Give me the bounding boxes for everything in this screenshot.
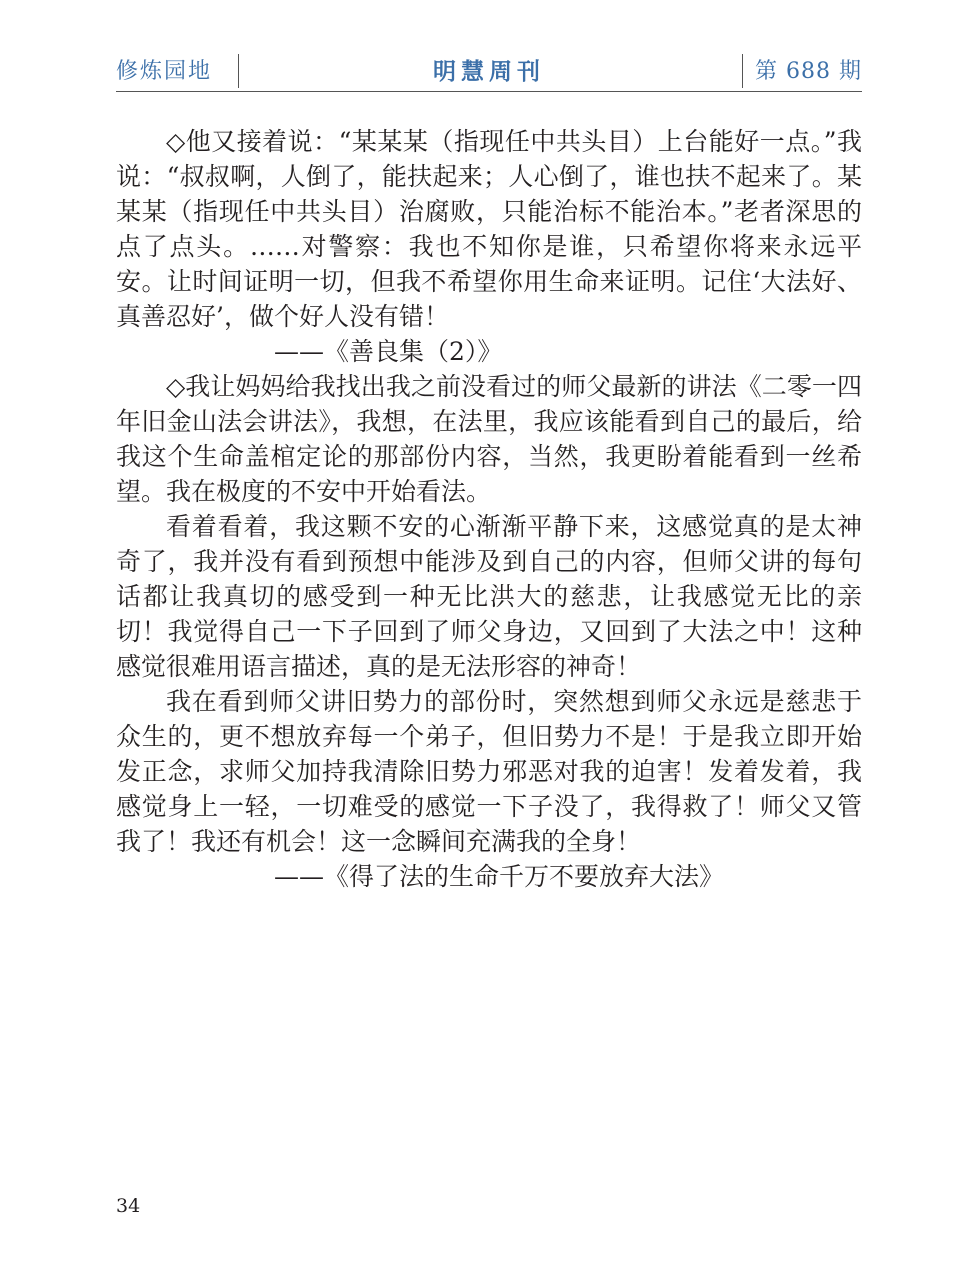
publication-title: 明慧周刊 [433, 58, 545, 85]
source-citation: ——《善良集（2）》 [274, 337, 503, 366]
paragraph: ◇他又接着说：“某某某（指现任中共头目）上台能好一点。”我说：“叔叔啊，人倒了，能扶起来；人心倒了，谁也扶不起来了。某某某（指现任中共头目）治腐败，只能治标不能治本。”老者深思的点了点头。……对警察：我也不知你是谁，只希望你将来永远平安。让时间证明一切，但我不希望你用生命来证明。记住‘大法好、真善忍好’，做个好人没有错！ [116, 127, 862, 331]
page-number: 34 [116, 1195, 141, 1217]
page-header [116, 50, 862, 90]
paragraph: ◇我让妈妈给我找出我之前没看过的师父最新的讲法《二零一四年旧金山法会讲法》，我想，在法里，我应该能看到自己的最后，给我这个生命盖棺定论的那部份内容，当然，我更盼着能看到一丝希望。我在极度的不安中开始看法。 [116, 372, 862, 506]
source-citation: ——《得了法的生命千万不要放弃大法》 [274, 862, 725, 891]
issue-number: 第 688 期 [755, 59, 862, 84]
header-divider [742, 54, 743, 88]
header-rule [116, 91, 862, 92]
paragraph: 我在看到师父讲旧势力的部份时，突然想到师父永远是慈悲于众生的，更不想放弃每一个弟子，但旧势力不是！于是我立即开始发正念，求师父加持我清除旧势力邪恶对我的迫害！发着发着，我感觉身上一轻，一切难受的感觉一下子没了，我得救了！师父又管我了！我还有机会！这一念瞬间充满我的全身！ [116, 687, 862, 856]
article-body [116, 124, 862, 894]
paragraph: 看着看着，我这颗不安的心渐渐平静下来，这感觉真的是太神奇了，我并没有看到预想中能涉及到自己的内容，但师父讲的每句话都让我真切的感受到一种无比洪大的慈悲，让我感觉无比的亲切！我觉得自己一下子回到了师父身边，又回到了大法之中！这种感觉很难用语言描述，真的是无法形容的神奇！ [116, 512, 862, 681]
section-name: 修炼园地 [116, 59, 213, 84]
